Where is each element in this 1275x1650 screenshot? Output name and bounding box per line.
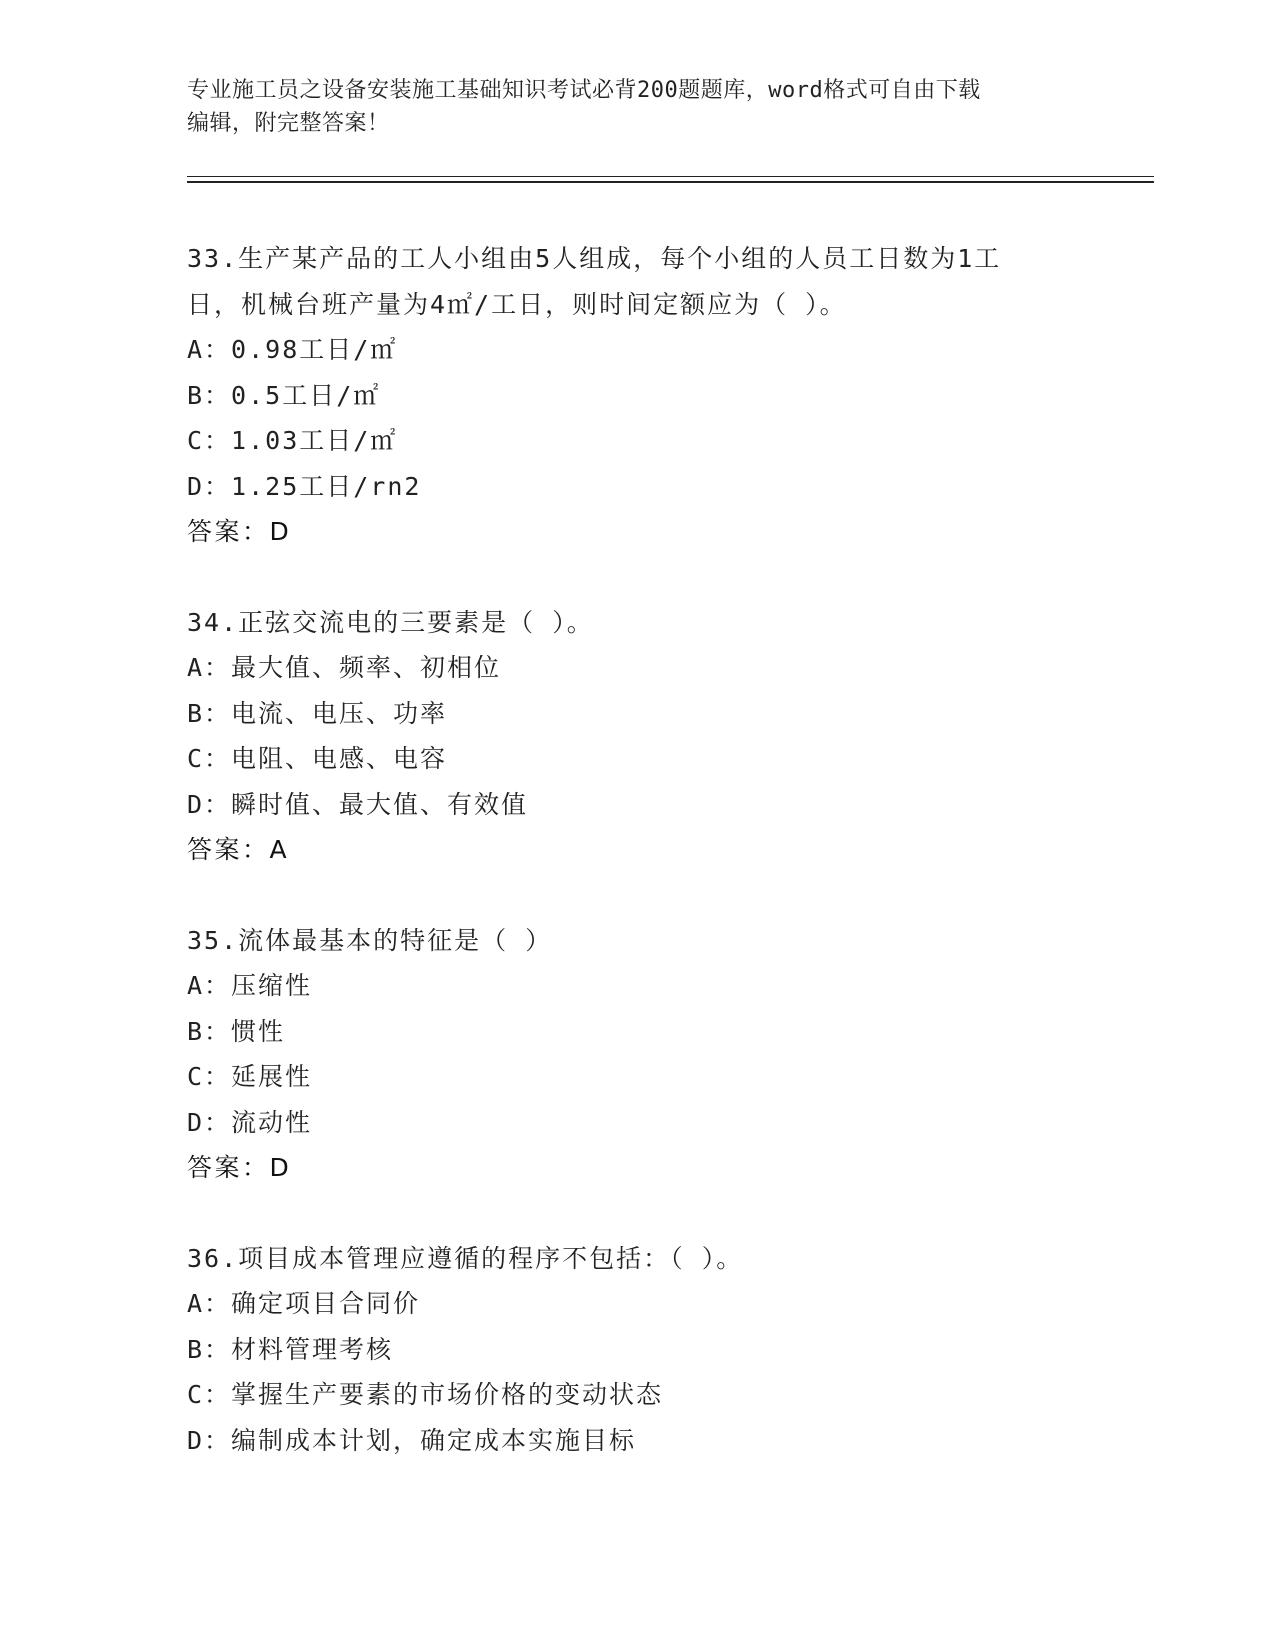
option-d: D：1.25工日/rn2 [187, 471, 422, 501]
option-d: D：流动性 [187, 1107, 313, 1137]
option-a: A：确定项目合同价 [187, 1289, 421, 1318]
question-36 [187, 1236, 1087, 1464]
option-b: B：惯性 [187, 1016, 286, 1046]
answer-label: 答案：D [187, 517, 292, 546]
header-title-line-1: 专业施工员之设备安装施工基础知识考试必背200题题库，word格式可自由下载 [187, 78, 981, 103]
question-spacer [187, 555, 1087, 600]
option-b: B：电流、电压、功率 [187, 698, 448, 728]
option-d: D：编制成本计划，确定成本实施目标 [187, 1425, 637, 1455]
option-c: C：延展性 [187, 1062, 313, 1091]
header-divider-thin [187, 176, 1154, 177]
document-header [187, 74, 1067, 140]
answer-label: 答案：D [187, 1153, 292, 1182]
option-a: A：0.98工日/㎡ [187, 335, 398, 364]
option-a: A：压缩性 [187, 971, 313, 1000]
option-c: C：掌握生产要素的市场价格的变动状态 [187, 1380, 664, 1409]
header-divider-thick [187, 181, 1154, 183]
question-35 [187, 918, 1087, 1191]
option-d: D：瞬时值、最大值、有效值 [187, 789, 529, 819]
question-spacer [187, 1191, 1087, 1236]
question-stem: 33.生产某产品的工人小组由5人组成，每个小组的人员工日数为1工 [187, 244, 1002, 273]
question-stem: 34.正弦交流电的三要素是（ ）。 [187, 607, 594, 637]
option-c: C：1.03工日/㎡ [187, 426, 398, 455]
option-c: C：电阻、电感、电容 [187, 744, 448, 773]
option-a: A：最大值、频率、初相位 [187, 653, 502, 682]
question-stem: 36.项目成本管理应遵循的程序不包括：（ ）。 [187, 1243, 744, 1273]
question-stem: 35.流体最基本的特征是（ ） [187, 925, 553, 955]
answer-label: 答案：A [187, 835, 290, 864]
question-spacer [187, 873, 1087, 918]
question-stem-continued: 日，机械台班产量为4㎡/工日，则时间定额应为（ ）。 [187, 289, 847, 319]
option-b: B：材料管理考核 [187, 1334, 394, 1364]
question-list [187, 236, 1087, 1463]
header-title-line-2: 编辑，附完整答案！ [187, 111, 390, 136]
option-b: B：0.5工日/㎡ [187, 380, 381, 410]
question-33 [187, 236, 1087, 555]
question-34 [187, 600, 1087, 873]
